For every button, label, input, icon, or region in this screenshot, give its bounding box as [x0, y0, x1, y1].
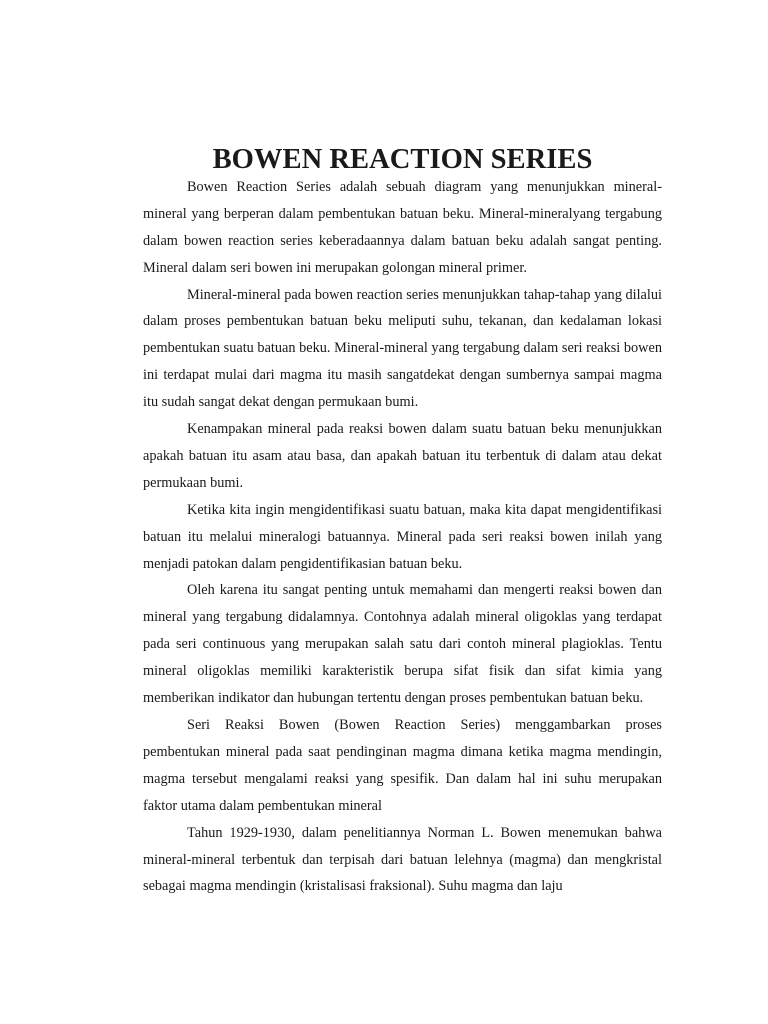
paragraph: Mineral-mineral pada bowen reaction series menunjukkan tahap-tahap yang dilalui dalam proses pembentukan batuan beku meliputi suhu, tekanan, dan kedalaman lokasi pembentukan suatu batuan beku. Mineral-mineral yang tergabung dalam seri reaksi bowen ini terdapat mulai dari magma itu masih sangatdekat dengan sumbernya sampai magma itu sudah sangat dekat dengan permukaan bumi. — [143, 286, 662, 411]
paragraph: Oleh karena itu sangat penting untuk memahami dan mengerti reaksi bowen dan mineral yang tergabung didalamnya. Contohnya adalah mineral oligoklas yang terdapat pada seri continuous yang merupakan salah satu dari contoh mineral plagioklas. Tentu mineral oligoklas memiliki karakteristik berupa sifat fisik dan sifat kimia yang memberikan indikator dan hubungan tertentu dengan proses pembentukan batuan beku. — [143, 582, 662, 707]
paragraph: Tahun 1929-1930, dalam penelitiannya Norman L. Bowen menemukan bahwa mineral-mineral terbentuk dan terpisah dari batuan lelehnya (magma) dan mengkristal sebagai magma mendingin (kristalisasi fraksional). Suhu magma dan laju — [143, 824, 662, 895]
paragraph: Seri Reaksi Bowen (Bowen Reaction Series) menggambarkan proses pembentukan mineral pada saat pendinginan magma dimana ketika magma mendingin, magma tersebut mengalami reaksi yang spesifik. Dan dalam hal ini suhu merupakan faktor utama dalam pembentukan mineral — [143, 717, 662, 814]
paragraph: Ketika kita ingin mengidentifikasi suatu batuan, maka kita dapat mengidentifikasi batuan itu melalui mineralogi batuannya. Mineral pada seri reaksi bowen inilah yang menjadi patokan dalam pengidentifikasian batuan beku. — [143, 501, 662, 572]
document-body — [143, 144, 662, 900]
paragraph: Kenampakan mineral pada reaksi bowen dalam suatu batuan beku menunjukkan apakah batuan itu asam atau basa, dan apakah batuan itu terbentuk di dalam atau dekat permukaan bumi. — [143, 421, 662, 491]
page-title: BOWEN REACTION SERIES — [212, 144, 593, 175]
paragraph: Bowen Reaction Series adalah sebuah diagram yang menunjukkan mineral-mineral yang berperan dalam pembentukan batuan beku. Mineral-mineralyang tergabung dalam bowen reaction series keberadaannya dalam batuan beku adalah sangat penting. Mineral dalam seri bowen ini merupakan golongan mineral primer. — [143, 178, 662, 276]
